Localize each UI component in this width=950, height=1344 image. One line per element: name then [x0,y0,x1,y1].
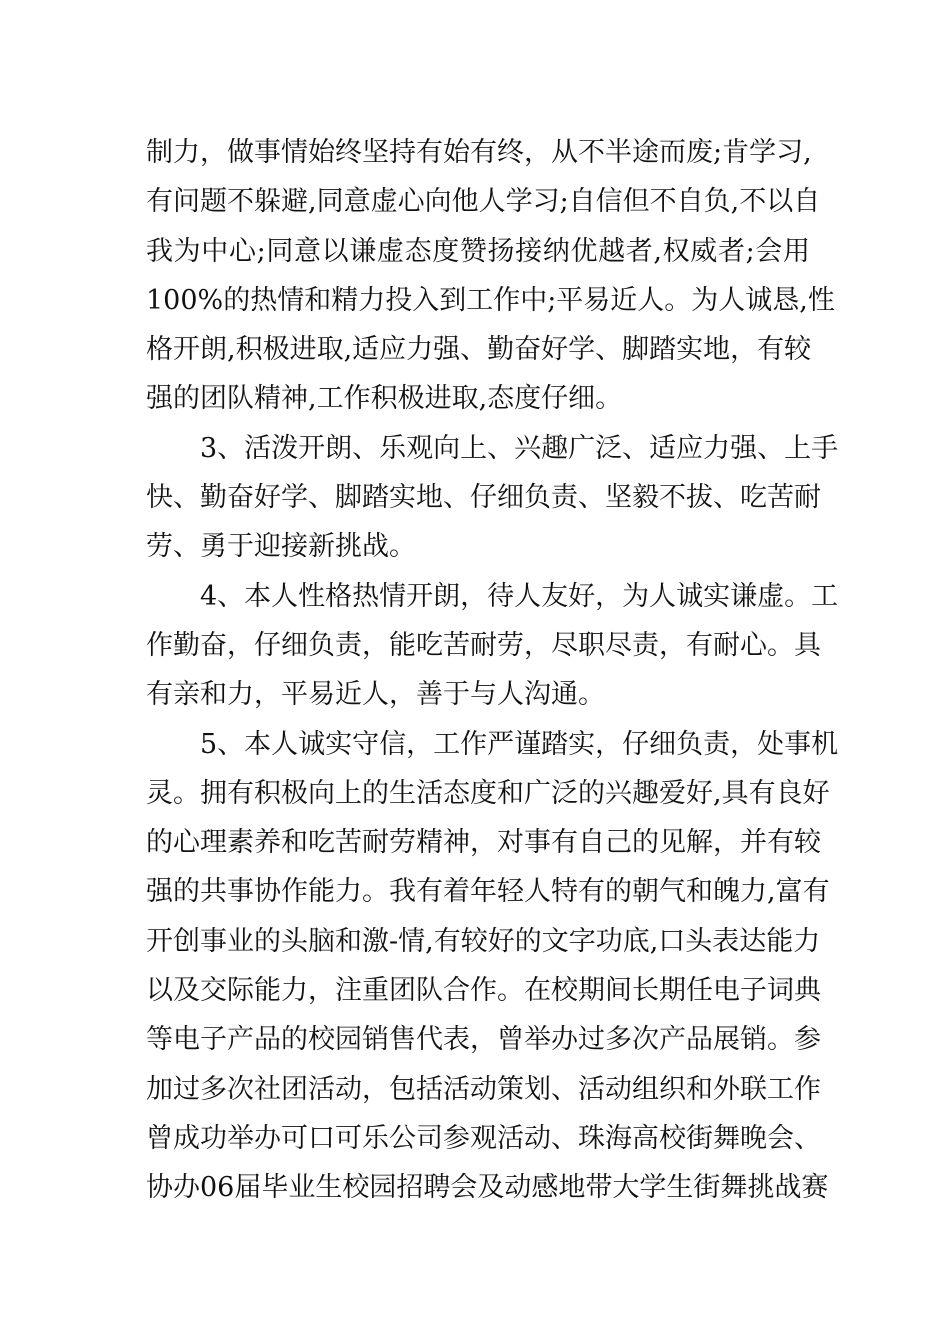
text-line: 加过多次社团活动，包括活动策划、活动组织和外联工作 [146,1073,821,1105]
text-line: 100%的热情和精力投入到工作中;平易近人。为人诚恳,性 [146,284,835,316]
text-line: 的心理素养和吃苦耐劳精神，对事有自己的见解，并有较 [146,827,821,859]
text-line: 等电子产品的校园销售代表，曾举办过多次产品展销。参 [146,1024,821,1056]
text-line: 我为中心;同意以谦虚态度赞扬接纳优越者,权威者;会用 [146,235,810,267]
text-line: 强的共事协作能力。我有着年轻人特有的朝气和魄力,富有 [146,876,830,908]
text-line: 曾成功举办可口可乐公司参观活动、珠海高校街舞晚会、 [146,1122,821,1154]
text-line: 劳、勇于迎接新挑战。 [146,531,416,563]
text-line: 作勤奋，仔细负责，能吃苦耐劳，尽职尽责，有耐心。具 [146,629,821,661]
document-body [146,128,839,1213]
text-line: 协办06届毕业生校园招聘会及动感地带大学生街舞挑战赛 [146,1172,829,1204]
text-line: 格开朗,积极进取,适应力强、勤奋好学、脚踏实地，有较 [146,334,812,366]
text-line: 灵。拥有积极向上的生活态度和广泛的兴趣爱好,具有良好 [146,777,830,809]
text-line: 4、本人性格热情开朗，待人友好，为人诚实谦虚。工 [200,580,839,612]
text-line: 快、勤奋好学、脚踏实地、仔细负责、坚毅不拔、吃苦耐 [146,482,821,514]
text-line: 强的团队精神,工作积极进取,态度仔细。 [146,383,623,415]
text-line: 有问题不躲避,同意虚心向他人学习;自信但不自负,不以自 [146,186,821,218]
text-line: 3、活泼开朗、乐观向上、兴趣广泛、适应力强、上手 [200,432,839,464]
text-line: 5、本人诚实守信，工作严谨踏实，仔细负责，处事机 [200,728,839,760]
text-line: 有亲和力，平易近人，善于与人沟通。 [146,679,605,711]
text-line: 开创事业的头脑和激-情,有较好的文字功底,口头表达能力 [146,925,821,957]
text-line: 制力，做事情始终坚持有始有终，从不半途而废;肯学习, [146,137,812,168]
text-line: 以及交际能力，注重团队合作。在校期间长期任电子词典 [146,975,821,1007]
